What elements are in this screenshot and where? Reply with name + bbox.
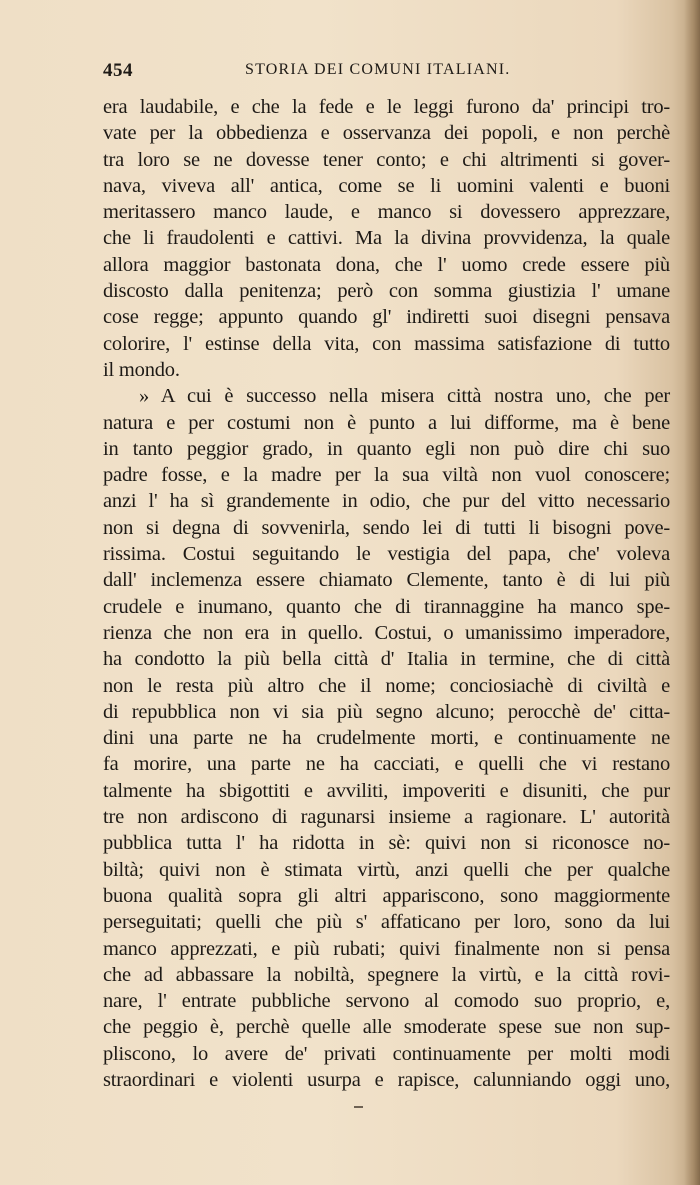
text-line: pubblica tutta l' ha ridotta in sè: quivi non si riconosce no-: [103, 832, 670, 855]
text-line: di repubblica non vi sia più segno alcuno; perocchè de' citta-: [103, 700, 670, 723]
page-number: 454: [103, 60, 133, 81]
text-line: che peggio è, perchè quelle alle smoderate spese sue non sup-: [103, 1016, 670, 1039]
text-line: tra loro se ne dovesse tener conto; e chi altrimenti si gover-: [103, 148, 670, 171]
text-line: non le resta più altro che il nome; conciosiachè di civiltà e: [103, 674, 670, 697]
text-line: discosto dalla penitenza; però con somma giustizia l' umane: [103, 280, 670, 303]
text-line: che li fraudolenti e cattivi. Ma la divina provvidenza, la quale: [103, 227, 670, 250]
text-line: cose regge; appunto quando gl' indiretti suoi disegni pensava: [103, 306, 670, 329]
text-line: rienza che non era in quello. Costui, o umanissimo imperadore,: [103, 621, 670, 644]
text-line: buona qualità sopra gli altri appariscono, sono maggiormente: [103, 884, 670, 907]
text-line: dini una parte ne ha crudelmente morti, e continuamente ne: [103, 727, 670, 750]
text-line: padre fosse, e la madre per la sua viltà non vuol conoscere;: [103, 464, 670, 487]
page-header: [103, 60, 668, 86]
text-line: biltà; quivi non è stimata virtù, anzi quelli che per qualche: [103, 858, 670, 881]
text-line: colorire, l' estinse della vita, con massima satisfazione di tutto: [103, 332, 670, 355]
text-line: era laudabile, e che la fede e le leggi furono da' principi tro-: [103, 96, 670, 118]
body-text: [103, 94, 670, 1093]
text-line: manco apprezzati, e più rubati; quivi finalmente non si pensa: [103, 937, 670, 960]
text-line: natura e per costumi non è punto a lui difforme, ma è bene: [103, 411, 670, 434]
text-line: meritassero manco laude, e manco si dovessero apprezzare,: [103, 201, 670, 224]
text-line: dall' inclemenza essere chiamato Clemente, tanto è di lui più: [103, 569, 670, 592]
text-line: allora maggior bastonata dona, che l' uomo crede essere più: [103, 253, 670, 276]
text-line: tre non ardiscono di ragunarsi insieme a ragionare. L' autorità: [103, 806, 670, 829]
text-line: pliscono, lo avere de' privati continuamente per molti modi: [103, 1042, 670, 1065]
page-edge-shadow: [684, 0, 700, 1185]
text-line: in tanto peggior grado, in quanto egli non può dire chi suo: [103, 437, 670, 460]
text-line: anzi l' ha sì grandemente in odio, che pur del vitto necessario: [103, 490, 670, 513]
text-line: crudele e inumano, quanto che di tirannaggine ha manco spe-: [103, 595, 670, 618]
running-title: STORIA DEI COMUNI ITALIANI.: [245, 61, 511, 78]
text-line: il mondo.: [103, 358, 180, 381]
text-line: nava, viveva all' antica, come se li uomini valenti e buoni: [103, 174, 670, 197]
text-line: talmente ha sbigottiti e avviliti, impoveriti e disuniti, che pur: [103, 779, 670, 802]
text-line: » A cui è successo nella misera città nostra uno, che per: [139, 385, 670, 408]
text-line: che ad abbassare la nobiltà, spegnere la virtù, e la città rovi-: [103, 963, 670, 986]
text-line: fa morire, una parte ne ha cacciati, e quelli che vi restano: [103, 753, 670, 776]
text-line: non si degna di sovvenirla, sendo lei di tutti li bisogni pove-: [103, 516, 670, 539]
text-line: perseguitati; quelli che più s' affaticano per loro, sono da lui: [103, 911, 670, 934]
text-line: rissima. Costui seguitando le vestigia del papa, che' voleva: [103, 543, 670, 566]
footer-mark: [354, 1106, 363, 1108]
text-line: ha condotto la più bella città d' Italia in termine, che di città: [103, 648, 670, 671]
text-line: nare, l' entrate pubbliche servono al comodo suo proprio, e,: [103, 990, 670, 1013]
text-line: vate per la obbedienza e osservanza dei popoli, e non perchè: [103, 122, 670, 145]
text-line: straordinari e violenti usurpa e rapisce, calunniando oggi uno,: [103, 1068, 670, 1091]
